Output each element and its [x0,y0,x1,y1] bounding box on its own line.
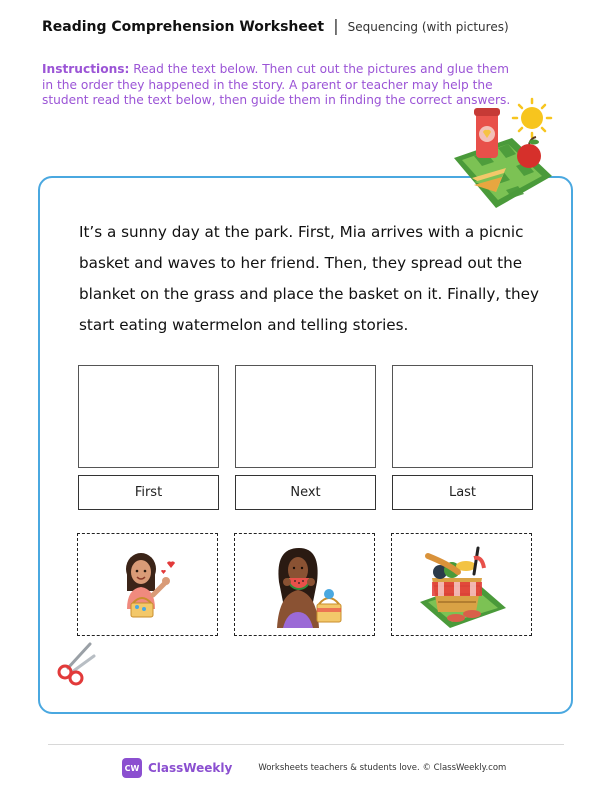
picnic-decoration-icon [444,96,556,214]
glue-box-first[interactable] [78,365,219,468]
label-last: Last [392,475,533,510]
instructions [42,62,512,109]
worksheet-title: Reading Comprehension Worksheet [42,19,325,35]
cutout-3[interactable] [391,533,532,636]
classweekly-logo-text[interactable]: ClassWeekly [148,761,233,775]
sun-icon [513,99,551,137]
label-first: First [78,475,219,510]
girl-waving-with-basket-icon [113,545,183,625]
worksheet-header [42,16,509,35]
glue-box-next[interactable] [235,365,376,468]
classweekly-logo-icon: CW [122,758,142,778]
story-text: It’s a sunny day at the park. First, Mia arrives with a picnic basket and waves to her friend. Then, they spread out the blanket on the grass and place the basket on it. Finally, they start eating watermelon and telling stories. [79,223,539,334]
picnic-basket-on-blanket-icon [416,542,508,628]
cutout-2[interactable] [234,533,375,636]
footer [122,757,506,779]
glue-box-last[interactable] [392,365,533,468]
scissors-icon [56,642,96,686]
instructions-label: Instructions: [42,62,130,76]
instructions-text: Read the text below. Then cut out the pictures and glue them in the order they happened in the story. A parent or teacher may help the student read the text below, then guide them in finding the correct answers. [42,62,511,107]
footer-divider [48,744,564,745]
worksheet-subtitle: Sequencing (with pictures) [347,20,509,34]
girl-eating-watermelon-icon [265,542,345,628]
cutout-1[interactable] [77,533,218,636]
title-separator: | [333,16,339,35]
label-next: Next [235,475,376,510]
footer-tagline: Worksheets teachers & students love. © ClassWeekly.com [258,763,507,773]
